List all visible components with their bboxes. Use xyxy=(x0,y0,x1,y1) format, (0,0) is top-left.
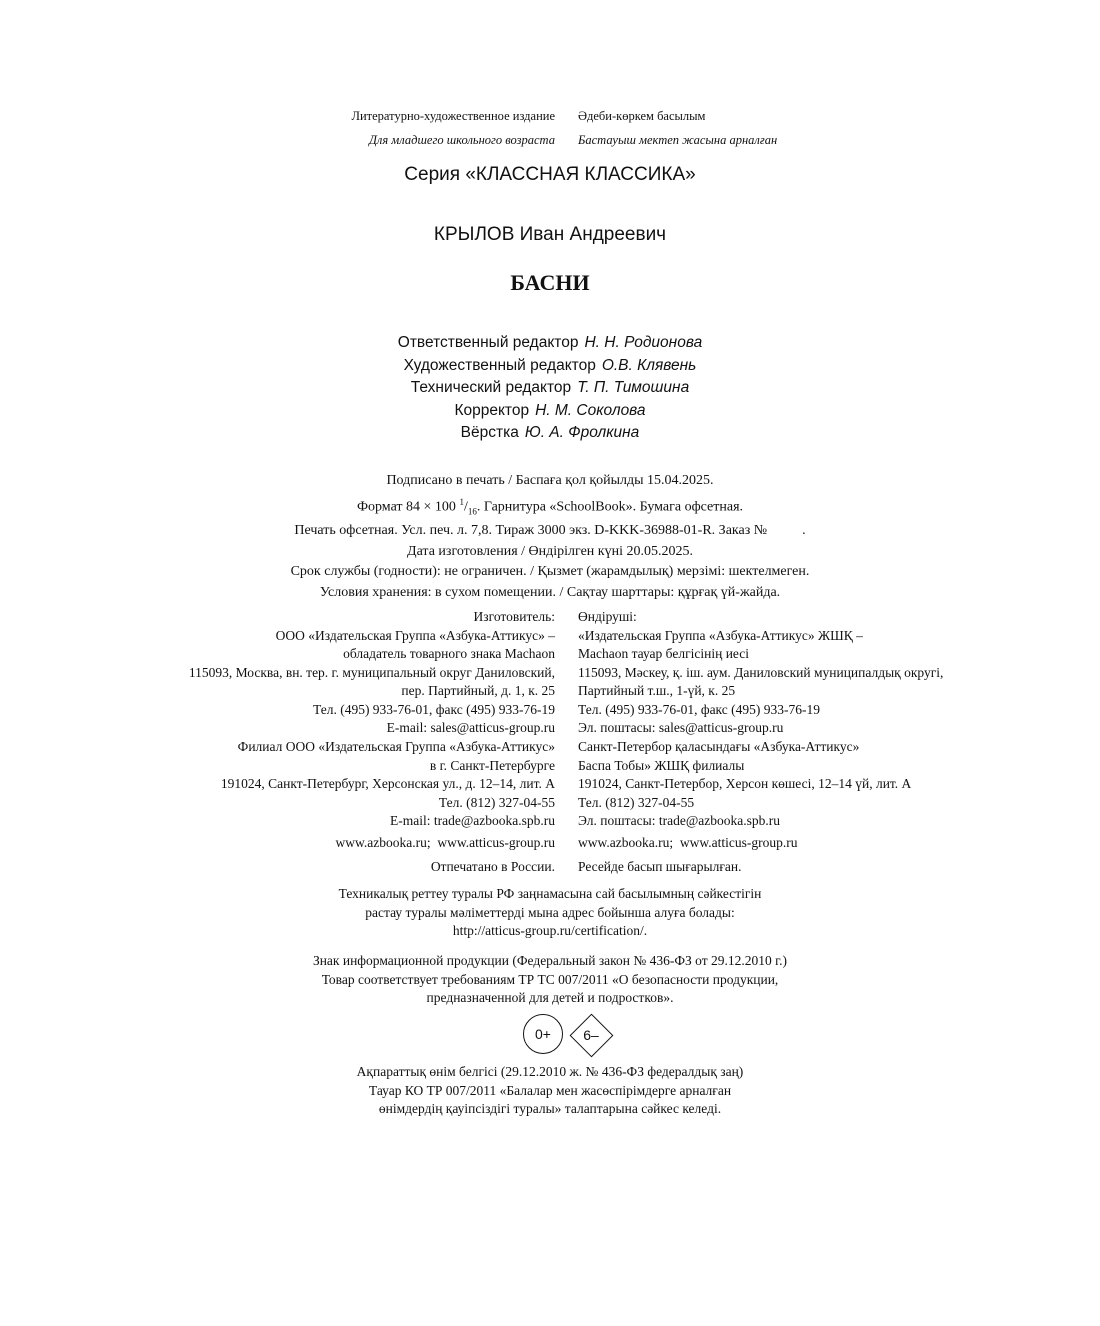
branch-kz-line: Эл. поштасы: trade@azbooka.spb.ru xyxy=(578,813,780,828)
branch-kz xyxy=(578,738,911,831)
branch-ru-line: 191024, Санкт-Петербург, Херсонская ул., д. 12–14, лит. А xyxy=(220,776,555,791)
imprint-details xyxy=(0,471,1100,603)
certification-link: http://atticus-group.ru/certification/. xyxy=(452,923,648,938)
info-product-law-kz xyxy=(0,1063,1100,1119)
format-prefix: Формат 84 × 100 xyxy=(356,499,460,515)
age-ru: Для младшего школьного возраста xyxy=(368,133,555,147)
format-slash: / xyxy=(463,499,468,515)
certification-line: Техникалық реттеу туралы РФ заңнамасына сай басылымның сәйкестігін xyxy=(338,886,762,901)
law-kz-line: өнімдердің қауіпсіздігі туралы» талаптарына сәйкес келеді. xyxy=(378,1101,722,1116)
credit-row xyxy=(0,332,1100,355)
manufacturer-ru-line: Изготовитель: xyxy=(473,609,555,624)
info-product-law-ru xyxy=(0,952,1100,1008)
credit-name: Ю. А. Фролкина xyxy=(524,424,640,441)
signed-date: Подписано в печать / Баспаға қол қойылды 15.04.2025. xyxy=(386,473,714,488)
manufacturer-kz-line: Тел. (495) 933-76-01, факс (495) 933-76-19 xyxy=(578,701,821,717)
author-name: КРЫЛОВ Иван Андреевич xyxy=(433,224,667,245)
credit-name: Т. П. Тимошина xyxy=(577,379,690,396)
book-title: БАСНИ xyxy=(510,270,590,295)
credit-role: Корректор xyxy=(454,401,530,419)
branch-ru-line: Филиал ООО «Издательская Группа «Азбука-Аттикус» xyxy=(237,739,555,754)
credit-name: Н. Н. Родионова xyxy=(584,334,703,351)
credit-name: Н. М. Соколова xyxy=(535,401,646,419)
print-line: Печать офсетная. Усл. печ. л. 7,8. Тираж 3000 экз. D-KKK-36988-01-R. Заказ № . xyxy=(294,523,806,539)
manufacturer-ru-line: E-mail: sales@atticus-group.ru xyxy=(386,720,555,735)
series-title: Серия «КЛАССНАЯ КЛАССИКА» xyxy=(404,164,696,185)
diamond-label: 6– xyxy=(583,1027,599,1043)
manufacturer-kz-line: 115093, Мәскеу, қ. іш. аум. Даниловский муниципалдық округі, xyxy=(578,664,944,680)
branch-ru-line: в г. Санкт-Петербурге xyxy=(429,757,555,773)
manufacturer-ru-line: пер. Партийный, д. 1, к. 25 xyxy=(401,683,555,698)
credit-row xyxy=(0,400,1100,423)
service-life: Срок службы (годности): не ограничен. / Қызмет (жарамдылық) мерзімі: шектелмеген. xyxy=(290,564,810,580)
storage-conditions: Условия хранения: в сухом помещении. / Сақтау шарттары: құрғақ үй-жайда. xyxy=(319,584,781,600)
manufacturer-kz xyxy=(578,608,943,738)
manufacturer-ru-line: Тел. (495) 933-76-01, факс (495) 933-76-19 xyxy=(312,701,555,717)
age-kz: Бастауыш мектеп жасына арналған xyxy=(578,133,778,147)
credit-row xyxy=(0,422,1100,445)
manufacturer-ru-line: ООО «Издательская Группа «Азбука-Аттикус» – xyxy=(275,627,555,643)
certification-block xyxy=(0,885,1100,941)
websites-ru: www.azbooka.ru; www.atticus-group.ru xyxy=(335,835,555,850)
format-sub: 16 xyxy=(467,505,477,516)
age-rating-badges xyxy=(520,1012,620,1058)
branch-ru-line: E-mail: trade@azbooka.spb.ru xyxy=(390,813,555,828)
branch-kz-line: 191024, Санкт-Петербор, Херсон көшесі, 12–14 үй, лит. А xyxy=(578,776,912,791)
manufacture-date: Дата изготовления / Өндірілген күні 20.05.2025. xyxy=(407,543,693,559)
printed-in-ru: Отпечатано в России. xyxy=(430,859,555,874)
law-kz-line: Ақпараттық өнім белгісі (29.12.2010 ж. № 436-ФЗ федералдық заң) xyxy=(356,1064,744,1079)
credit-role: Художественный редактор xyxy=(403,356,596,374)
credit-role: Технический редактор xyxy=(410,379,572,396)
websites-kz: www.azbooka.ru; www.atticus-group.ru xyxy=(578,835,798,850)
manufacturer-kz-line: Machaon тауар белгісінің иесі xyxy=(578,646,749,661)
manufacturer-kz-line: Эл. поштасы: sales@atticus-group.ru xyxy=(578,720,784,735)
law-kz-line: Тауар КО ТР 007/2011 «Балалар мен жасөспірімдерге арналған xyxy=(368,1082,732,1098)
branch-ru xyxy=(221,738,555,831)
law-ru-line: предназначенной для детей и подростков». xyxy=(426,990,674,1005)
branch-kz-line: Санкт-Петербор қаласындағы «Азбука-Аттикус» xyxy=(578,739,860,754)
edition-type-ru: Литературно-художественное издание xyxy=(351,109,555,123)
law-ru-line: Знак информационной продукции (Федеральный закон № 436-ФЗ от 29.12.2010 г.) xyxy=(312,953,788,968)
credit-row xyxy=(0,377,1100,400)
manufacturer-ru xyxy=(189,608,555,738)
certification-line: растау туралы мәліметтерді мына адрес бойынша алуға болады: xyxy=(365,904,735,920)
format-sup: 1 xyxy=(459,496,464,507)
age-rating-diamond-icon xyxy=(569,1013,613,1057)
credit-row xyxy=(0,355,1100,378)
credit-name: О.В. Клявень xyxy=(601,356,697,374)
manufacturer-kz-line: «Издательская Группа «Азбука-Аттикус» ЖШҚ – xyxy=(578,627,863,643)
credits-block xyxy=(0,332,1100,445)
manufacturer-kz-line: Партийный т.ш., 1-үй, к. 25 xyxy=(578,683,736,698)
format-line xyxy=(0,492,1100,522)
age-rating-circle-icon: 0+ xyxy=(523,1014,563,1054)
law-ru-line: Товар соответствует требованиям ТР ТС 007/2011 «О безопасности продукции, xyxy=(321,971,779,987)
format-suffix: . Гарнитура «SchoolBook». Бумага офсетная. xyxy=(476,499,744,515)
edition-type-kz: Әдеби-көркем басылым xyxy=(578,109,706,123)
manufacturer-ru-line: 115093, Москва, вн. тер. г. муниципальный округ Даниловский, xyxy=(188,664,555,680)
printed-in-kz: Ресейде басып шығарылған. xyxy=(578,859,742,874)
credit-role: Вёрстка xyxy=(460,424,519,441)
manufacturer-kz-line: Өндіруші: xyxy=(578,609,637,624)
manufacturer-ru-line: обладатель товарного знака Machaon xyxy=(343,646,555,661)
branch-ru-line: Тел. (812) 327-04-55 xyxy=(438,794,555,810)
credit-role: Ответственный редактор xyxy=(397,334,579,351)
branch-kz-line: Баспа Тобы» ЖШҚ филиалы xyxy=(578,757,745,773)
branch-kz-line: Тел. (812) 327-04-55 xyxy=(578,794,695,810)
